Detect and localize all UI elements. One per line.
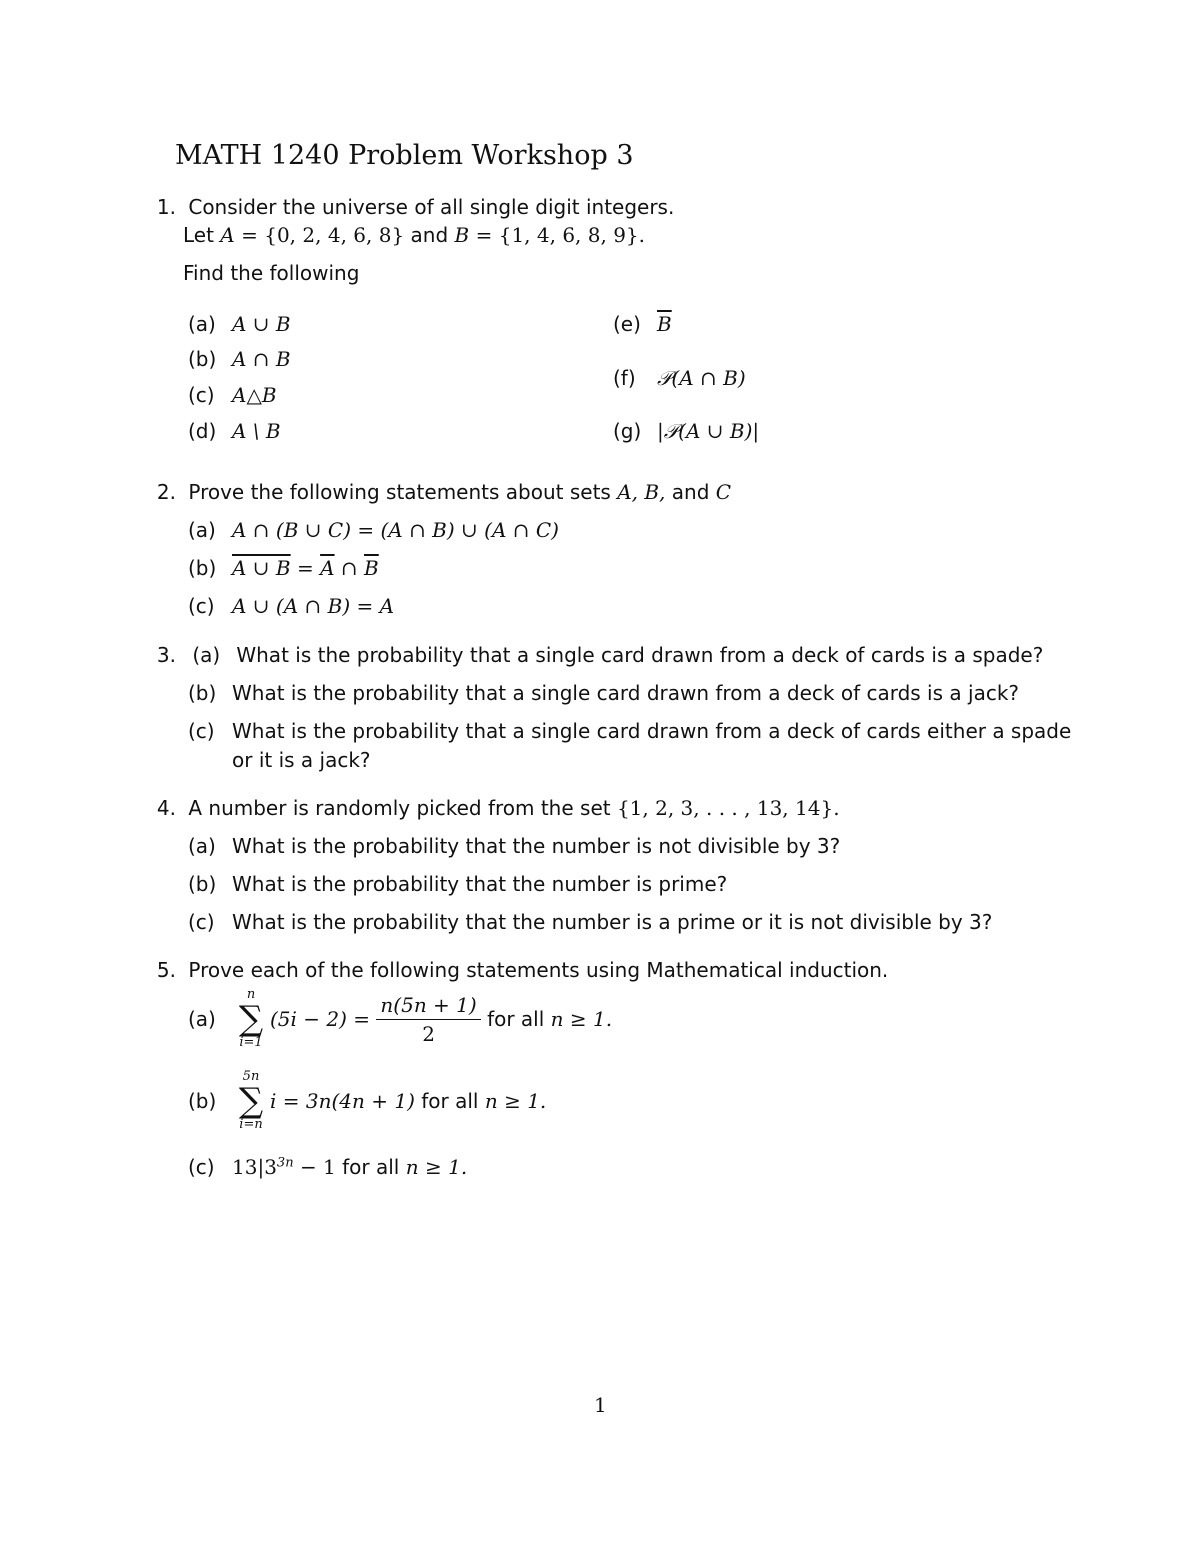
set-a-values: {0, 2, 4, 6, 8} xyxy=(264,223,405,247)
question-1-number: 1. xyxy=(156,195,176,219)
list-item: (e) $\overline{B}$ xyxy=(613,312,672,336)
induction-item-b: (b) 5n ∑ i=n i = 3n(4n + 1) for all n ≥ 1. xyxy=(188,1069,547,1132)
find-following: Find the following xyxy=(183,261,360,285)
summation-symbol: n ∑ i=1 xyxy=(238,987,264,1050)
set-b-name: B xyxy=(454,223,470,247)
list-item: (c) A△B xyxy=(188,383,277,407)
set-a-name: A xyxy=(220,223,235,247)
induction-item-c: (c) $13|3^{3n} - 1$ for all n ≥ 1. xyxy=(188,1155,468,1179)
list-item: (b) What is the probability that the number is prime? xyxy=(188,872,728,896)
list-item: (c) What is the probability that a single card drawn from a deck of cards either a spade xyxy=(188,719,1072,743)
page-number: 1 xyxy=(594,1393,607,1417)
question-1-text: Consider the universe of all single digit integers. xyxy=(188,195,675,219)
list-item: (b) A ∩ B xyxy=(188,347,291,371)
list-item: (f) 𝒫(A ∩ B) xyxy=(613,366,746,390)
list-item: (d) A \ B xyxy=(188,419,281,443)
question-1-line1 xyxy=(150,195,674,219)
induction-item-a: (a) n ∑ i=1 (5i − 2) = $\frac{n(5n + 1)}{2}$ for all n ≥ 1. xyxy=(188,987,613,1050)
list-item: (c) A ∪ (A ∩ B) = A xyxy=(188,594,395,618)
page-title: MATH 1240 Problem Workshop 3 xyxy=(175,140,634,171)
list-item: 3. (a) What is the probability that a single card drawn from a deck of cards is a spade? xyxy=(156,643,1044,667)
fraction: $\frac{n(5n + 1)}{2}$ xyxy=(376,993,480,1046)
summation-symbol: 5n ∑ i=n xyxy=(238,1069,264,1132)
and-text: and xyxy=(410,223,449,247)
set-b-values: {1, 4, 6, 8, 9}. xyxy=(498,223,646,247)
list-item: (a) A ∪ B xyxy=(188,312,291,336)
question-4-intro: 4. A number is randomly picked from the set {1, 2, 3, . . . , 13, 14}. xyxy=(156,796,840,820)
list-item: (a) A ∩ (B ∪ C) = (A ∩ B) ∪ (A ∩ C) xyxy=(188,518,559,542)
question-2-intro: 2. Prove the following statements about sets A, B, and C xyxy=(156,480,732,504)
list-item-continuation: or it is a jack? xyxy=(232,748,371,772)
list-item: (a) What is the probability that the number is not divisible by 3? xyxy=(188,834,841,858)
question-1-sets xyxy=(183,223,645,247)
list-item: (c) What is the probability that the number is a prime or it is not divisible by 3? xyxy=(188,910,993,934)
list-item: (g) |𝒫(A ∪ B)| xyxy=(613,419,760,443)
question-5-intro: 5. Prove each of the following statements using Mathematical induction. xyxy=(156,958,889,982)
equals-sign: = xyxy=(241,223,258,247)
equals-sign: = xyxy=(475,223,493,247)
list-item: (b) What is the probability that a single card drawn from a deck of cards is a jack? xyxy=(188,681,1020,705)
let-text: Let xyxy=(183,223,214,247)
list-item: (b) A ∪ $B = \overline{A}$ ∩ $\overline{B}$ xyxy=(188,556,379,580)
